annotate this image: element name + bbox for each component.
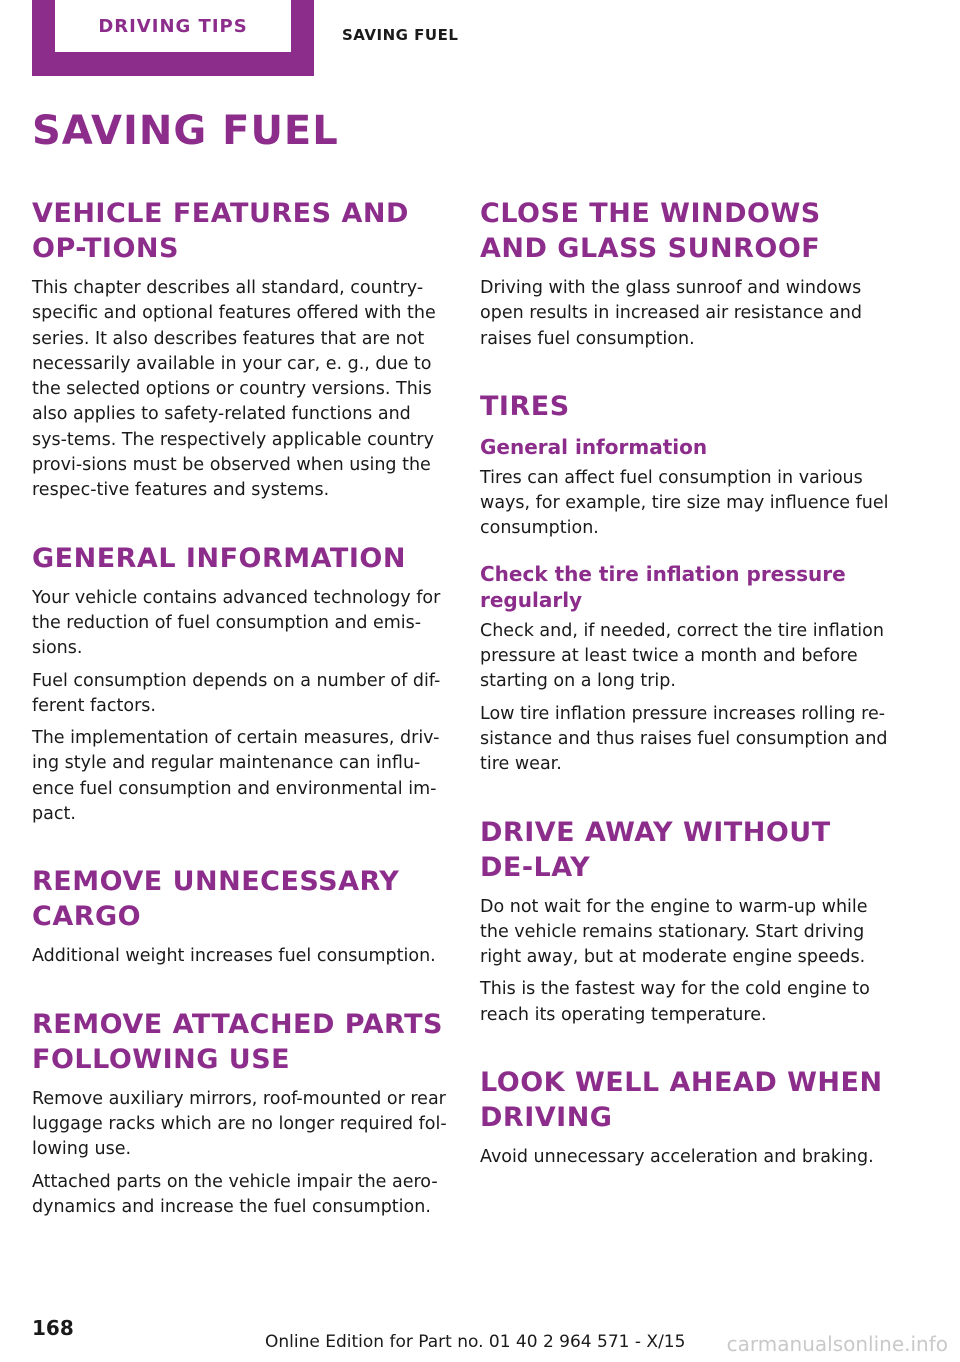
chapter-tab-label: DRIVING TIPS <box>98 15 248 37</box>
section-heading-remove-cargo: REMOVE UNNECESSARY CARGO <box>32 866 400 933</box>
chapter-tab <box>32 0 314 76</box>
right-column <box>480 196 890 1177</box>
paragraph: Attached parts on the vehicle impair the aero-dynamics and increase the fuel consumption. <box>32 1171 438 1217</box>
section-heading-vehicle-features: VEHICLE FEATURES AND OP-TIONS <box>32 198 409 264</box>
section-heading-drive-away: DRIVE AWAY WITHOUT DE-LAY <box>480 816 831 883</box>
section-heading-look-ahead: LOOK WELL AHEAD WHEN DRIVING <box>480 1067 883 1134</box>
section-heading-tires: TIRES <box>480 390 570 422</box>
paragraph: This chapter describes all standard, country-specific and optional features offered with the series. It also describes features that are not necessarily available in your car, e. g., due to the selected options or country versions. This also applies to safety-related functions and sys-tems. The respectively applicable country provi-sions must be observed when using the respec-tive features and systems. <box>32 278 436 501</box>
paragraph: Fuel consumption depends on a number of dif-ferent factors. <box>32 670 441 716</box>
page-title: SAVING FUEL <box>32 108 339 154</box>
paragraph: Remove auxiliary mirrors, roof-mounted or rear luggage racks which are no longer required fol-lowing use. <box>32 1088 447 1160</box>
paragraph: Avoid unnecessary acceleration and braking. <box>480 1147 874 1168</box>
paragraph: Additional weight increases fuel consumption. <box>32 946 436 967</box>
section-heading-remove-attached-parts: REMOVE ATTACHED PARTS FOLLOWING USE <box>32 1008 443 1075</box>
edition-footer: Online Edition for Part no. 01 40 2 964 571 - X/15 <box>265 1332 686 1352</box>
subheading-general-information: General information <box>480 434 708 459</box>
paragraph: This is the fastest way for the cold engine to reach its operating temperature. <box>480 979 870 1025</box>
paragraph: The implementation of certain measures, driv-ing style and regular maintenance can influ-ence fuel consumption and environmental im-pact. <box>32 728 440 825</box>
paragraph: Low tire inflation pressure increases rolling re-sistance and thus raises fuel consumption and tire wear. <box>480 703 888 775</box>
breadcrumb: SAVING FUEL <box>342 26 459 44</box>
paragraph: Do not wait for the engine to warm-up while the vehicle remains stationary. Start driving right away, but at moderate engine speeds. <box>480 896 868 968</box>
section-heading-general-information: GENERAL INFORMATION <box>32 542 406 574</box>
subheading-tire-pressure: Check the tire inflation pressure regularly <box>480 561 846 612</box>
paragraph: Check and, if needed, correct the tire inflation pressure at least twice a month and before starting on a long trip. <box>480 620 884 692</box>
chapter-tab-inner <box>55 0 291 52</box>
paragraph: Driving with the glass sunroof and windows open results in increased air resistance and raises fuel consumption. <box>480 278 862 349</box>
watermark: carmanualsonline.info <box>726 1332 948 1356</box>
paragraph: Tires can affect fuel consumption in various ways, for example, tire size may influence fuel consumption. <box>480 467 889 539</box>
left-column <box>32 196 450 1227</box>
section-heading-close-windows: CLOSE THE WINDOWS AND GLASS SUNROOF <box>480 198 821 264</box>
paragraph: Your vehicle contains advanced technology for the reduction of fuel consumption and emis-sions. <box>32 587 441 659</box>
page-number: 168 <box>32 1316 74 1340</box>
